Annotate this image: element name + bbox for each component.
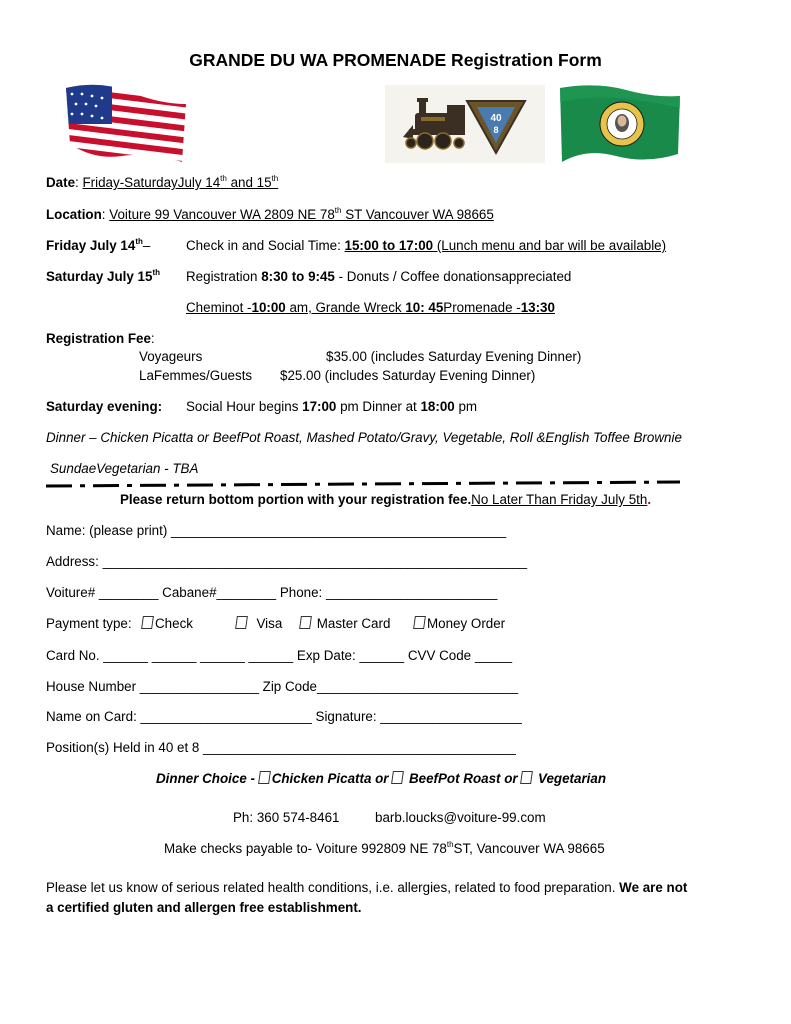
- event-location: Location: Voiture 99 Vancouver WA 2809 NE 78th ST Vancouver WA 98665: [46, 206, 494, 222]
- checkbox-icon[interactable]: [141, 616, 154, 629]
- svg-text:40: 40: [490, 113, 502, 124]
- return-instructions: Please return bottom portion with your registration fee.No Later Than Friday July 5th.: [120, 492, 652, 507]
- saturday-label: Saturday July 15th: [46, 268, 160, 284]
- saturday-event-schedule: Cheminot -10:00 am, Grande Wreck 10: 45Promenade -13:30: [186, 300, 555, 315]
- svg-text:8: 8: [493, 125, 499, 135]
- payment-mastercard-option[interactable]: Master Card: [300, 616, 390, 631]
- payment-money-order-option[interactable]: Money Order: [414, 616, 505, 631]
- checkbox-icon[interactable]: [235, 616, 248, 629]
- fee-voyageurs-label: Voyageurs: [139, 349, 203, 364]
- contact-email[interactable]: barb.loucks@voiture-99.com: [375, 810, 546, 825]
- payment-check-option[interactable]: Check: [142, 616, 193, 631]
- saturday-evening-schedule: Social Hour begins 17:00 pm Dinner at 18:00 pm: [186, 399, 478, 414]
- checkbox-icon[interactable]: [299, 616, 312, 629]
- cut-line-divider: [46, 480, 680, 490]
- dinner-menu: Dinner – Chicken Picatta or BeefPot Roast, Mashed Potato/Gravy, Vegetable, Roll &English Toffee Brownie: [46, 430, 682, 445]
- checkbox-icon[interactable]: [391, 771, 404, 784]
- health-notice-line2: a certified gluten and allergen free establishment.: [46, 900, 362, 915]
- friday-schedule: Check in and Social Time: 15:00 to 17:00 (Lunch menu and bar will be available): [186, 238, 667, 253]
- position-held-field[interactable]: Position(s) Held in 40 et 8 __________________________________________: [46, 740, 516, 755]
- checkbox-icon[interactable]: [520, 771, 533, 784]
- dinner-choice-row: Dinner Choice - Chicken Picatta or BeefPot Roast or Vegetarian: [156, 771, 607, 786]
- health-notice-line1: Please let us know of serious related health conditions, i.e. allergies, related to food preparation. We are not: [46, 880, 688, 895]
- name-field[interactable]: Name: (please print) _____________________________________________: [46, 523, 507, 538]
- page-title: GRANDE DU WA PROMENADE Registration Form: [189, 50, 602, 70]
- card-details-fields[interactable]: Card No. ______ ______ ______ ______ Exp Date: ______ CVV Code _____: [46, 648, 513, 663]
- checkbox-icon[interactable]: [413, 616, 426, 629]
- event-date: Date: Friday-SaturdayJuly 14th and 15th: [46, 174, 279, 190]
- fee-voyageurs-price: $35.00 (includes Saturday Evening Dinner): [326, 349, 582, 364]
- contact-phone: Ph: 360 574-8461: [233, 810, 340, 825]
- checks-payable-info: Make checks payable to- Voiture 992809 NE 78thST, Vancouver WA 98665: [164, 840, 605, 856]
- address-field[interactable]: Address: _________________________________________________________: [46, 554, 528, 569]
- registration-fee-label: Registration Fee:: [46, 331, 155, 346]
- saturday-registration: Registration 8:30 to 9:45 - Donuts / Coffee donationsappreciated: [186, 269, 572, 284]
- locomotive-logo-icon: [385, 85, 545, 163]
- voiture-cabane-phone-fields[interactable]: Voiture# ________ Cabane#________ Phone: _______________________: [46, 585, 498, 600]
- house-zip-fields[interactable]: House Number ________________ Zip Code___________________________: [46, 679, 519, 694]
- fee-guests-price: $25.00 (includes Saturday Evening Dinner): [280, 368, 536, 383]
- friday-label: Friday July 14th–: [46, 237, 151, 253]
- washington-flag-icon: [556, 84, 684, 166]
- name-signature-fields[interactable]: Name on Card: _______________________ Signature: ___________________: [46, 709, 522, 724]
- payment-type-row: Payment type:: [46, 616, 132, 631]
- dinner-menu-continued: SundaeVegetarian - TBA: [50, 461, 199, 476]
- saturday-evening-label: Saturday evening:: [46, 399, 163, 414]
- us-flag-icon: [60, 82, 188, 164]
- checkbox-icon[interactable]: [258, 771, 271, 784]
- fee-guests-label: LaFemmes/Guests: [139, 368, 253, 383]
- payment-visa-option[interactable]: Visa: [236, 616, 282, 631]
